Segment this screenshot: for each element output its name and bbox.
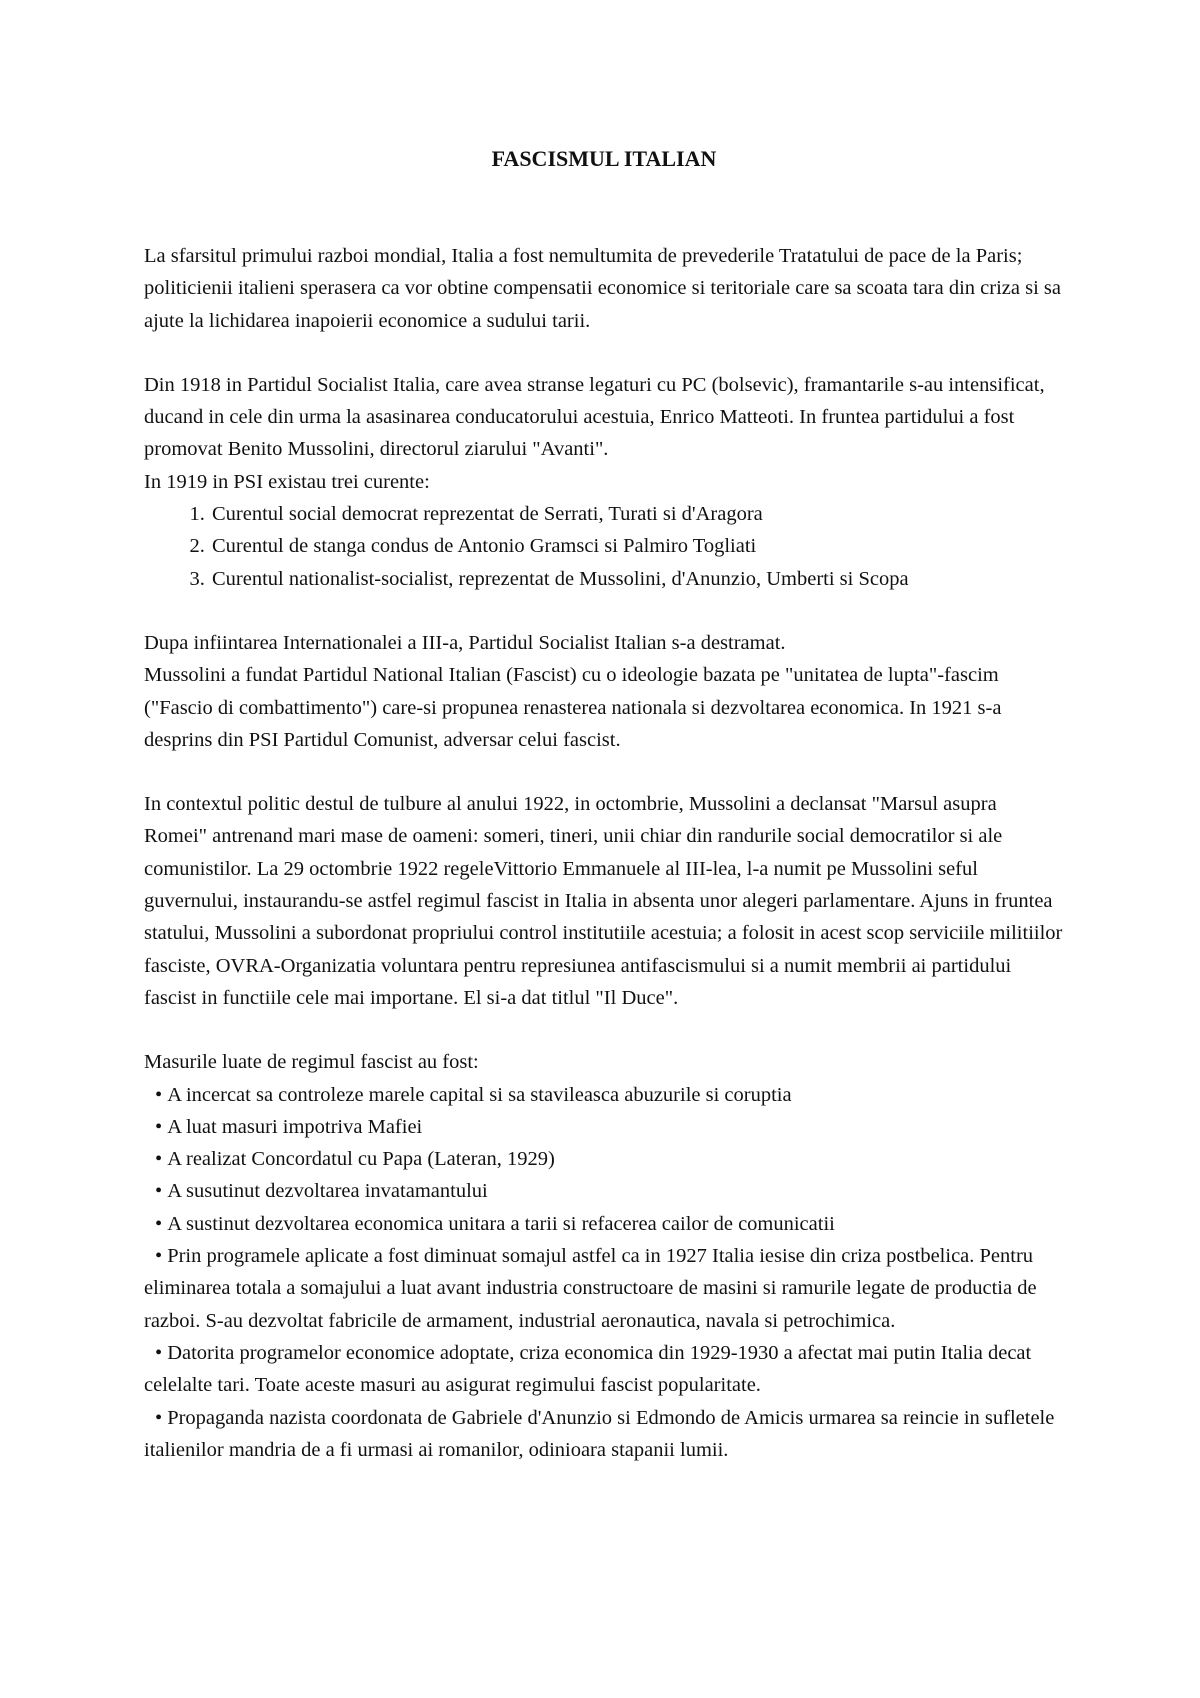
measures-list-item — [144, 1143, 1064, 1175]
measures-list-item-text: Prin programele aplicate a fost diminuat somajul astfel ca in 1927 Italia iesise din criza postbelica. Pentru eliminarea totala a somajului a luat avant industria constructoare de masini si ramurile legate de productia de razboi. S-au dezvoltat fabricile de armament, industrial aeronautica, navala si petrochimica. — [144, 1245, 1037, 1332]
paragraph-currents-intro: In 1919 in PSI existau trei curente: — [144, 470, 430, 493]
measures-list-item-text: A susutinut dezvoltarea invatamantului — [167, 1180, 488, 1203]
measures-list-item-text: Datorita programelor economice adoptate, criza economica din 1929-1930 a afectat mai putin Italia decat celelalte tari. Toate aceste masuri au asigurat regimului fascist popularitate. — [144, 1341, 1032, 1397]
measures-list-item — [144, 1337, 1064, 1402]
bullet-icon: • — [155, 1245, 163, 1268]
measures-list-item-text: A luat masuri impotriva Mafiei — [167, 1115, 423, 1138]
measures-list-item — [144, 1240, 1064, 1337]
currents-list-item: 1. Curentul social democrat reprezentat de Serrati, Turati si d'Aragora — [210, 498, 1064, 530]
currents-list-item: 2. Curentul de stanga condus de Antonio Gramsci si Palmiro Togliati — [210, 530, 1064, 562]
measures-list-item — [144, 1079, 1064, 1111]
measures-list-item-text: A sustinut dezvoltarea economica unitara a tarii si refacerea cailor de comunicatii — [167, 1212, 835, 1235]
measures-list-item-text: A realizat Concordatul cu Papa (Lateran, 1929) — [167, 1148, 555, 1171]
paragraph-fascist-party: Mussolini a fundat Partidul National Italian (Fascist) cu o ideologie bazata pe "unitatea de lupta"-fascim ("Fascio di combattimento") care-si propunea renasterea nationala si dezvoltarea economica. In 1921 s-a desprins din PSI Partidul Comunist, adversar celui fascist. — [144, 664, 1002, 751]
measures-list-item — [144, 1175, 1064, 1207]
paragraph-internationale: Dupa infiintarea Internationalei a III-a, Partidul Socialist Italian s-a destramat. — [144, 631, 786, 654]
document-title: FASCISMUL ITALIAN — [491, 146, 717, 171]
bullet-icon: • — [155, 1341, 163, 1364]
currents-list — [144, 498, 1064, 595]
currents-list-item: 3. Curentul nationalist-socialist, reprezentat de Mussolini, d'Anunzio, Umberti si Scopa — [210, 563, 1064, 595]
bullet-icon: • — [155, 1115, 163, 1138]
measures-list-item-text: Propaganda nazista coordonata de Gabriele d'Anunzio si Edmondo de Amicis urmarea sa reincie in sufletele italienilor mandria de a fi urmasi ai romanilor, odinioara stapanii lumii. — [144, 1406, 1055, 1461]
bullet-icon: • — [155, 1083, 163, 1106]
paragraph-march-on-rome: In contextul politic destul de tulbure al anului 1922, in octombrie, Mussolini a declansat "Marsul asupra Romei" antrenand mari mase de oameni: someri, tineri, unii chiar din randurile social democratilor si ale comunistilor. La 29 octombrie 1922 regeleVittorio Emmanuele al III-lea, l-a numit pe Mussolini seful guvernului, instaurandu-se astfel regimul fascist in Italia in absenta unor alegeri parlamentare. Ajuns in fruntea statului, Mussolini a subordonat propriului control institutiile acestuia; a folosit in acest scop serviciile militiilor fasciste, OVRA-Organizatia voluntara pentru represiunea antifascismului si a numit membrii ai partidului fascist in functiile cele mai importane. El si-a dat titlul "Il Duce". — [144, 793, 1063, 1009]
paragraph-psi-history: Din 1918 in Partidul Socialist Italia, care avea stranse legaturi cu PC (bolsevic), framantarile s-au intensificat, ducand in cele din urma la asasinarea conducatorului acestuia, Enrico Matteoti. In fruntea partidului a fost promovat Benito Mussolini, directorul ziarului "Avanti". — [144, 373, 1045, 461]
bullet-icon: • — [155, 1148, 163, 1171]
bullet-icon: • — [155, 1406, 163, 1429]
measures-list-item — [144, 1402, 1064, 1467]
measures-list — [144, 1079, 1064, 1467]
bullet-icon: • — [155, 1180, 163, 1203]
document-body — [144, 143, 1064, 1466]
bullet-icon: • — [155, 1212, 163, 1235]
paragraph-intro: La sfarsitul primului razboi mondial, Italia a fost nemultumita de prevederile Tratatului de pace de la Paris; politicienii italieni sperasera ca vor obtine compensatii economice si teritoriale care sa scoata tara din criza si sa ajute la lichidarea inapoierii economice a sudului tarii. — [144, 245, 1061, 332]
measures-list-item — [144, 1208, 1064, 1240]
paragraph-measures-intro: Masurile luate de regimul fascist au fost: — [144, 1051, 479, 1074]
measures-list-item-text: A incercat sa controleze marele capital si sa stavileasca abuzurile si coruptia — [167, 1083, 792, 1106]
measures-list-item — [144, 1111, 1064, 1143]
